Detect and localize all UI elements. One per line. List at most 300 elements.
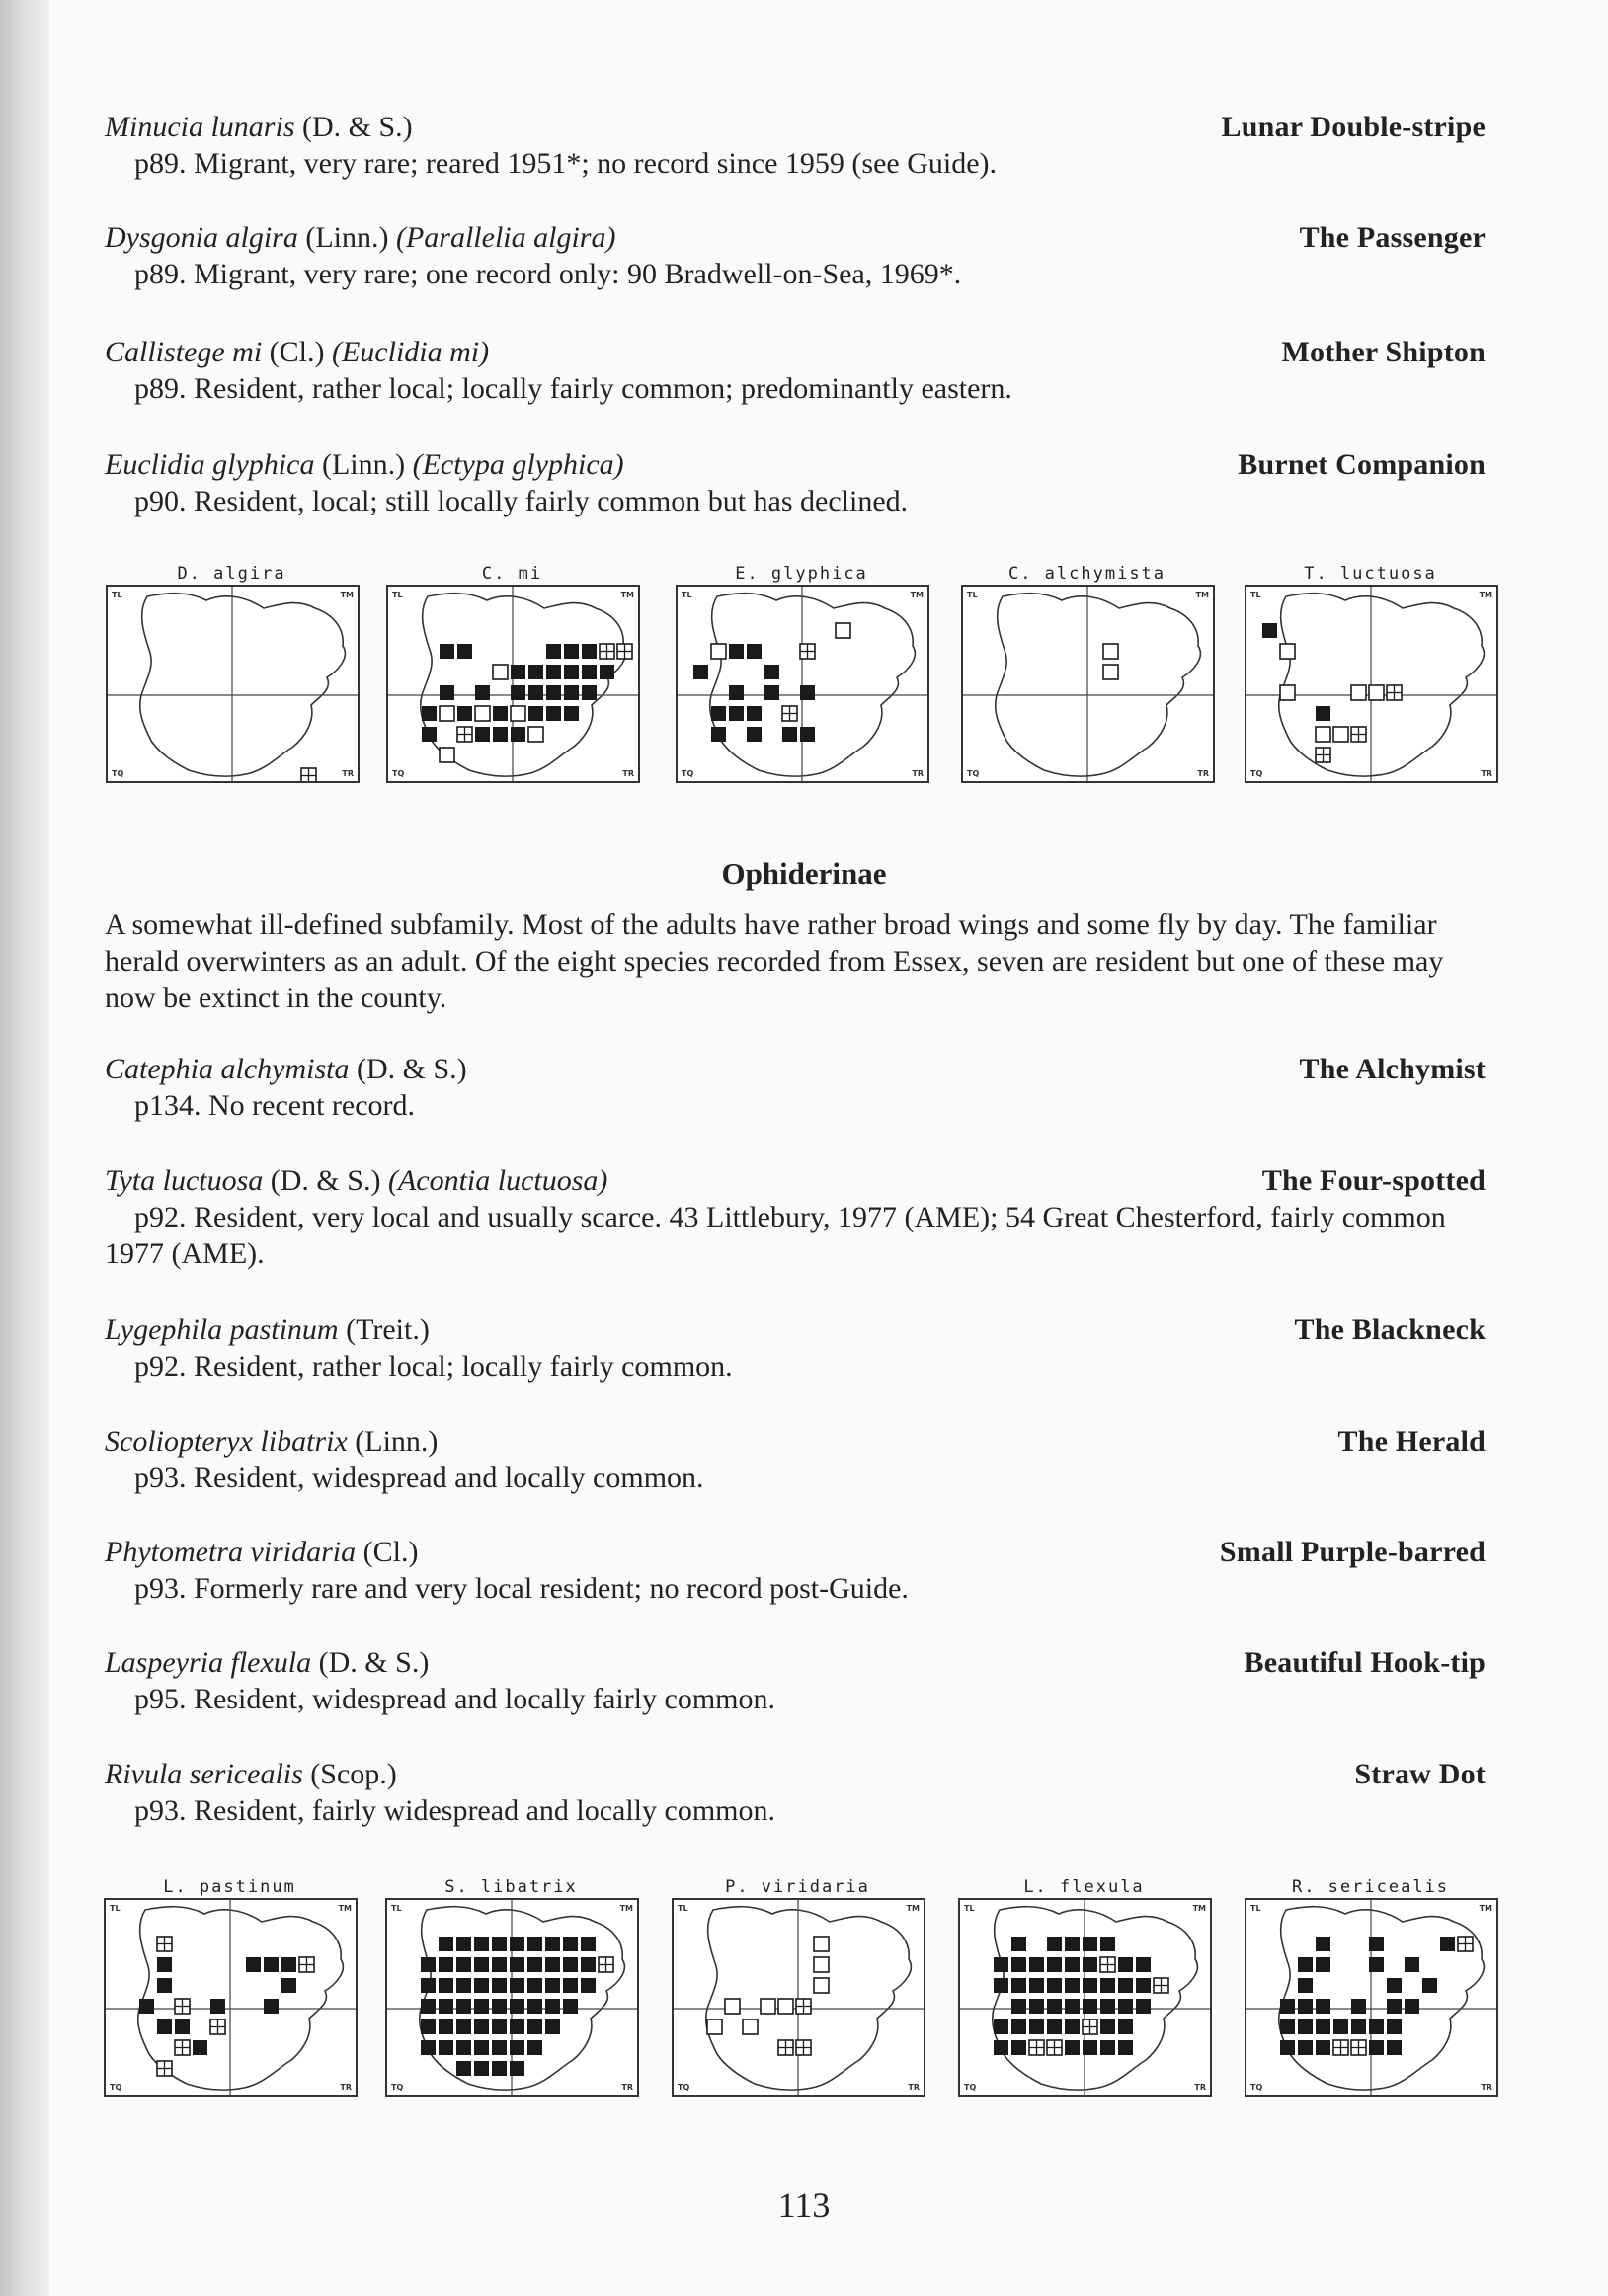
record-square — [1387, 2040, 1402, 2055]
record-square — [1100, 1937, 1115, 1951]
record-square — [581, 1978, 596, 1993]
record-square — [729, 644, 744, 659]
species-description: p95. Resident, widespread and locally fairly common. — [134, 1683, 775, 1715]
record-square — [264, 1999, 279, 2014]
record-square — [492, 1978, 507, 1993]
record-square — [1351, 2019, 1366, 2034]
synonym: (Euclidia mi) — [331, 336, 490, 368]
record-square — [528, 727, 543, 742]
record-square — [693, 665, 708, 679]
record-square — [139, 1999, 154, 2014]
record-square — [440, 685, 454, 700]
record-square — [800, 727, 815, 742]
record-square — [1100, 1999, 1115, 2014]
record-square — [1422, 1978, 1437, 1993]
grid-square-label: TQ — [392, 769, 405, 778]
record-square — [1065, 2019, 1080, 2034]
record-square — [545, 1957, 560, 1972]
grid-square-label: TR — [340, 2083, 352, 2092]
record-square — [1333, 727, 1348, 742]
map-frame — [958, 1898, 1212, 2097]
record-square — [1083, 1937, 1097, 1951]
species-entry-laspeyria-flexula — [105, 1644, 1486, 1717]
grid-square-label: TQ — [1250, 769, 1263, 778]
record-square — [711, 706, 726, 721]
page-number: 113 — [777, 2185, 831, 2225]
record-square — [527, 1957, 542, 1972]
record-square — [475, 706, 490, 721]
record-square — [421, 2019, 436, 2034]
record-square — [563, 1957, 578, 1972]
record-square — [1369, 2040, 1384, 2055]
record-square — [1047, 1937, 1062, 1951]
species-description: p89. Migrant, very rare; one record only: 90 Bradwell-on-Sea, 1969*. — [134, 258, 962, 290]
record-square — [456, 1978, 471, 1993]
county-outline — [140, 594, 346, 776]
record-square — [747, 644, 762, 659]
record-square — [1011, 1978, 1026, 1993]
grid-square-label: TM — [906, 1904, 920, 1913]
record-square — [1316, 1937, 1330, 1951]
record-square — [582, 665, 597, 679]
record-square — [764, 665, 779, 679]
record-square — [1029, 1999, 1044, 2014]
record-square — [157, 2019, 172, 2034]
species-entry-minucia-lunaris — [105, 109, 1486, 182]
record-square — [527, 1978, 542, 1993]
record-square — [707, 2019, 722, 2034]
distribution-map — [1245, 563, 1496, 783]
record-square — [729, 685, 744, 700]
record-square — [546, 644, 561, 659]
record-square — [527, 1999, 542, 2014]
record-square — [492, 2040, 507, 2055]
record-square — [492, 1937, 507, 1951]
record-square — [1118, 2019, 1133, 2034]
record-square — [1083, 1999, 1097, 2014]
map-label: D. algira — [177, 564, 286, 584]
record-square — [582, 685, 597, 700]
record-square — [511, 665, 525, 679]
species-entry-rivula-sericealis — [105, 1756, 1486, 1829]
record-square — [527, 2019, 542, 2034]
record-square — [475, 685, 490, 700]
record-square — [246, 1957, 261, 1972]
record-square — [545, 2019, 560, 2034]
record-square — [1440, 1937, 1455, 1951]
record-square — [1262, 623, 1277, 638]
county-map-graphic — [108, 587, 358, 781]
record-square — [511, 727, 525, 742]
record-square — [1100, 2019, 1115, 2034]
species-entry-phytometra-viridaria — [105, 1534, 1486, 1607]
species-entry-euclidia-glyphica — [105, 446, 1486, 519]
distribution-map — [386, 563, 638, 783]
record-square — [493, 727, 508, 742]
record-square — [1103, 644, 1118, 659]
record-square — [563, 1999, 578, 2014]
record-square — [1136, 1999, 1151, 2014]
species-description: p89. Resident, rather local; locally fairly common; predominantly eastern. — [134, 372, 1012, 405]
grid-square-label: TM — [1195, 591, 1209, 599]
record-square — [747, 727, 762, 742]
distribution-map — [385, 1876, 637, 2097]
county-outline — [993, 1907, 1198, 2090]
record-square — [563, 1937, 578, 1951]
map-frame — [385, 1898, 639, 2097]
record-square — [994, 2019, 1008, 2034]
grid-square-label: TR — [1481, 769, 1492, 778]
record-square — [264, 1957, 279, 1972]
grid-square-label: TQ — [112, 769, 124, 778]
map-label: E. glyphica — [735, 564, 868, 584]
record-square — [1011, 1957, 1026, 1972]
map-label: L. pastinum — [163, 1877, 296, 1897]
record-square — [711, 727, 726, 742]
map-frame — [386, 585, 640, 783]
grid-square-label: TQ — [678, 2083, 690, 2092]
grid-square-label: TL — [112, 591, 122, 599]
record-square — [1333, 2019, 1348, 2034]
grid-square-label: TM — [619, 1904, 633, 1913]
common-name: Mother Shipton — [1281, 336, 1486, 368]
record-square — [546, 706, 561, 721]
record-square — [1316, 706, 1330, 721]
record-square — [1083, 2040, 1097, 2055]
record-square — [456, 2040, 471, 2055]
record-square — [1387, 1978, 1402, 1993]
record-square — [421, 1957, 436, 1972]
record-square — [1369, 2019, 1384, 2034]
record-square — [281, 1978, 296, 1993]
record-square — [1100, 1978, 1115, 1993]
record-square — [422, 706, 437, 721]
scientific-name: Callistege mi — [105, 336, 263, 368]
species-entry-dysgonia-algira — [105, 219, 1486, 292]
grid-square-label: TQ — [391, 2083, 404, 2092]
species-description: p90. Resident, local; still locally fairly common but has declined. — [134, 485, 909, 517]
species-description: p93. Formerly rare and very local resident; no record post-Guide. — [134, 1572, 909, 1605]
record-square — [1316, 727, 1330, 742]
map-frame — [106, 585, 360, 783]
county-map-graphic — [1246, 587, 1496, 781]
map-frame — [672, 1898, 925, 2097]
grid-square-label: TM — [1192, 1904, 1206, 1913]
record-square — [1298, 1978, 1313, 1993]
record-square — [440, 706, 454, 721]
county-map-graphic — [388, 587, 638, 781]
record-square — [474, 1937, 489, 1951]
record-square — [456, 1957, 471, 1972]
distribution-map — [672, 1876, 924, 2097]
record-square — [492, 1957, 507, 1972]
authority: (Cl.) — [356, 1536, 419, 1568]
grid-square-label: TM — [338, 1904, 352, 1913]
record-square — [440, 644, 454, 659]
record-square — [421, 1999, 436, 2014]
record-square — [1011, 1937, 1026, 1951]
record-square — [1136, 1957, 1151, 1972]
record-square — [1316, 1999, 1330, 2014]
county-map-graphic — [387, 1900, 637, 2095]
record-square — [546, 685, 561, 700]
record-square — [474, 1999, 489, 2014]
record-square — [440, 748, 454, 762]
county-map-graphic — [106, 1900, 356, 2095]
record-square — [994, 1978, 1008, 1993]
record-square — [439, 1957, 453, 1972]
common-name: Burnet Companion — [1238, 448, 1486, 481]
record-square — [546, 665, 561, 679]
common-name: The Herald — [1337, 1425, 1486, 1458]
record-square — [1047, 1999, 1062, 2014]
record-square — [1316, 2019, 1330, 2034]
grid-square-label: TR — [1481, 2083, 1492, 2092]
record-square — [1298, 1957, 1313, 1972]
record-square — [1405, 1957, 1419, 1972]
record-square — [1011, 2019, 1026, 2034]
species-entry-tyta-luctuosa — [105, 1162, 1486, 1272]
grid-square-label: TQ — [964, 2083, 977, 2092]
record-square — [475, 727, 490, 742]
record-square — [1118, 1978, 1133, 1993]
common-name: Lunar Double-stripe — [1221, 111, 1486, 143]
record-square — [564, 644, 579, 659]
record-square — [439, 1978, 453, 1993]
record-square — [1011, 1999, 1026, 2014]
record-square — [711, 644, 726, 659]
grid-square-label: TL — [1250, 1904, 1261, 1913]
record-square — [456, 1999, 471, 2014]
record-square — [528, 685, 543, 700]
record-square — [782, 727, 797, 742]
grid-square-label: TM — [1479, 591, 1492, 599]
common-name: Straw Dot — [1354, 1758, 1486, 1790]
record-square — [510, 1957, 524, 1972]
record-square — [510, 1978, 524, 1993]
common-name: The Alchymist — [1299, 1053, 1486, 1085]
distribution-map — [961, 563, 1213, 783]
county-outline — [710, 594, 916, 776]
record-square — [422, 727, 437, 742]
grid-square-label: TM — [910, 591, 924, 599]
record-square — [1369, 1957, 1384, 1972]
record-square — [836, 623, 850, 638]
county-map-graphic — [963, 587, 1213, 781]
record-square — [439, 2019, 453, 2034]
record-square — [582, 644, 597, 659]
species-description: p93. Resident, fairly widespread and locally common. — [134, 1794, 775, 1827]
record-square — [1065, 1978, 1080, 1993]
synonym: (Ectypa glyphica) — [412, 448, 624, 481]
record-square — [511, 685, 525, 700]
synonym: (Acontia luctuosa) — [387, 1164, 608, 1197]
record-square — [1387, 2019, 1402, 2034]
species-description: p134. No recent record. — [134, 1089, 416, 1122]
record-square — [492, 2061, 507, 2076]
authority: (Treit.) — [338, 1313, 430, 1346]
species-description: p93. Resident, widespread and locally common. — [134, 1462, 704, 1494]
authority: (Scop.) — [302, 1758, 397, 1790]
record-square — [1118, 1999, 1133, 2014]
grid-square-label: TR — [342, 769, 354, 778]
grid-square-label: TM — [1479, 1904, 1492, 1913]
record-square — [814, 1978, 829, 1993]
grid-square-label: TL — [392, 591, 403, 599]
scientific-name: Lygephila pastinum — [105, 1313, 339, 1346]
grid-square-label: TM — [620, 591, 634, 599]
record-square — [1029, 1957, 1044, 1972]
record-square — [210, 1999, 225, 2014]
record-square — [1065, 1999, 1080, 2014]
record-square — [1316, 1957, 1330, 1972]
grid-square-label: TR — [622, 769, 634, 778]
grid-square-label: TQ — [110, 2083, 122, 2092]
record-square — [1118, 2040, 1133, 2055]
record-square — [994, 1957, 1008, 1972]
record-square — [281, 1957, 296, 1972]
record-square — [1047, 1957, 1062, 1972]
record-square — [510, 2040, 524, 2055]
record-square — [814, 1957, 829, 1972]
authority: (D. & S.) — [294, 111, 413, 143]
map-frame — [961, 585, 1215, 783]
record-square — [1029, 1978, 1044, 1993]
record-square — [994, 2040, 1008, 2055]
grid-square-label: TL — [967, 591, 978, 599]
grid-square-label: TL — [678, 1904, 688, 1913]
record-square — [527, 1937, 542, 1951]
species-entry-catephia-alchymista — [105, 1051, 1486, 1124]
record-square — [564, 685, 579, 700]
record-square — [175, 2019, 190, 2034]
grid-square-label: TR — [908, 2083, 920, 2092]
county-outline — [1279, 1907, 1485, 2090]
record-square — [1103, 665, 1118, 679]
record-square — [439, 2040, 453, 2055]
distribution-map — [958, 1876, 1210, 2097]
record-square — [1316, 2040, 1330, 2055]
species-entry-callistege-mi — [105, 334, 1486, 407]
record-square — [511, 706, 525, 721]
record-square — [1351, 685, 1366, 700]
distribution-map — [106, 563, 358, 783]
record-square — [743, 2019, 758, 2034]
record-square — [1298, 2019, 1313, 2034]
record-square — [1100, 2040, 1115, 2055]
record-square — [564, 665, 579, 679]
county-map-graphic — [674, 1900, 924, 2095]
map-label: S. libatrix — [444, 1877, 578, 1897]
authority: (D. & S.) — [263, 1164, 388, 1197]
grid-square-label: TL — [1250, 591, 1261, 599]
record-square — [545, 1978, 560, 1993]
record-square — [800, 685, 815, 700]
record-square — [1047, 1978, 1062, 1993]
record-square — [474, 2061, 489, 2076]
record-square — [493, 665, 508, 679]
record-square — [1405, 1999, 1419, 2014]
record-square — [814, 1937, 829, 1951]
record-square — [527, 2040, 542, 2055]
distribution-map — [676, 563, 927, 783]
map-label: P. viridaria — [725, 1877, 870, 1897]
record-square — [456, 2019, 471, 2034]
scientific-name: Scoliopteryx libatrix — [105, 1425, 348, 1458]
record-square — [1083, 1978, 1097, 1993]
record-square — [456, 2061, 471, 2076]
grid-square-label: TL — [682, 591, 692, 599]
record-square — [1387, 1999, 1402, 2014]
grid-square-label: TQ — [682, 769, 694, 778]
record-square — [492, 2019, 507, 2034]
grid-square-label: TL — [110, 1904, 121, 1913]
map-label: R. sericealis — [1291, 1877, 1450, 1897]
record-square — [581, 1957, 596, 1972]
record-square — [600, 665, 614, 679]
record-square — [1280, 1999, 1295, 2014]
record-square — [510, 2019, 524, 2034]
county-map-graphic — [678, 587, 927, 781]
record-square — [528, 706, 543, 721]
record-square — [1136, 1978, 1151, 1993]
species-entry-lygephila-pastinum — [105, 1311, 1486, 1385]
grid-square-label: TQ — [967, 769, 980, 778]
record-square — [1280, 644, 1295, 659]
record-square — [492, 1999, 507, 2014]
record-square — [421, 2040, 436, 2055]
map-frame — [104, 1898, 358, 2097]
section-intro: A somewhat ill-defined subfamily. Most of the adults have rather broad wings and some fly by day. The familiar herald overwinters as an adult. Of the eight species recorded from Essex, seven are resident but one of these may now be extinct in the county. — [105, 909, 1444, 1014]
common-name: Small Purple-barred — [1219, 1536, 1486, 1568]
record-square — [761, 1999, 775, 2014]
record-square — [545, 1999, 560, 2014]
record-square — [1298, 1999, 1313, 2014]
record-square — [157, 1978, 172, 1993]
record-square — [764, 685, 779, 700]
record-square — [474, 2019, 489, 2034]
record-square — [457, 706, 472, 721]
record-square — [474, 2040, 489, 2055]
scientific-name: Euclidia glyphica — [105, 448, 315, 481]
map-label: L. flexula — [1023, 1877, 1145, 1897]
record-square — [564, 706, 579, 721]
map-label: T. luctuosa — [1304, 564, 1437, 584]
record-square — [510, 2061, 524, 2076]
record-square — [457, 644, 472, 659]
record-square — [1351, 1999, 1366, 2014]
grid-square-label: TR — [1194, 2083, 1206, 2092]
map-frame — [676, 585, 929, 783]
record-square — [778, 1999, 793, 2014]
common-name: The Blackneck — [1294, 1313, 1486, 1346]
record-square — [1065, 2040, 1080, 2055]
record-square — [1280, 2040, 1295, 2055]
grid-square-label: TQ — [1250, 2083, 1263, 2092]
distribution-map — [1245, 1876, 1496, 2097]
authority: (Cl.) — [262, 336, 332, 368]
species-entry-scoliopteryx-libatrix — [105, 1423, 1486, 1496]
record-square — [439, 1937, 453, 1951]
record-square — [474, 1978, 489, 1993]
grid-square-label: TM — [340, 591, 354, 599]
record-square — [545, 1937, 560, 1951]
record-square — [157, 1957, 172, 1972]
map-frame — [1245, 1898, 1498, 2097]
species-description: p89. Migrant, very rare; reared 1951*; no record since 1959 (see Guide). — [134, 147, 998, 180]
scientific-name: Laspeyria flexula — [105, 1646, 312, 1679]
map-label: C. alchymista — [1007, 564, 1166, 584]
